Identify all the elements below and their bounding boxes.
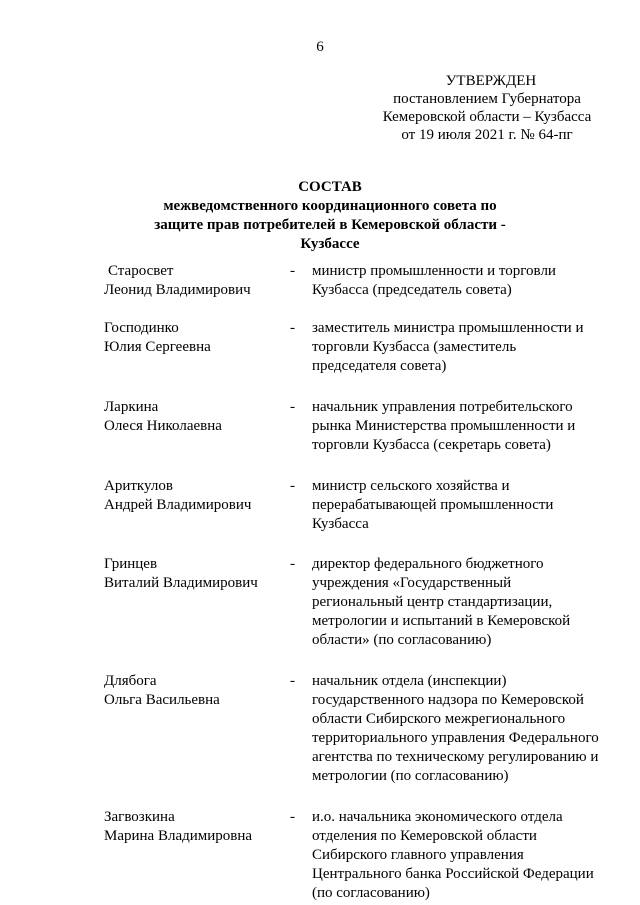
member-position-line: учреждения «Государственный xyxy=(312,575,512,591)
member-given-name: Ольга Васильевна xyxy=(104,692,220,708)
member-position-line: агентства по техническому регулированию и xyxy=(312,749,599,765)
member-surname: Загвозкина xyxy=(104,809,175,825)
member-dash: - xyxy=(290,263,295,279)
approval-line: Кемеровской области – Кузбасса xyxy=(382,109,592,125)
member-position-line: начальник управления потребительского xyxy=(312,399,573,415)
member-name xyxy=(104,477,290,515)
member-surname: Господинко xyxy=(104,320,179,336)
member-position-line: Кузбасса xyxy=(312,516,369,532)
member-position-line: метрологии (по согласованию) xyxy=(312,768,509,784)
member-row xyxy=(104,319,604,376)
member-position-line: (по согласованию) xyxy=(312,885,430,901)
member-given-name: Леонид Владимирович xyxy=(104,282,251,298)
member-position xyxy=(312,262,604,300)
member-surname: Ларкина xyxy=(104,399,159,415)
member-position-line: области Сибирского межрегионального xyxy=(312,711,566,727)
member-position-line: директор федерального бюджетного xyxy=(312,556,544,572)
member-position-line: министр сельского хозяйства и xyxy=(312,478,510,494)
member-position-line: области» (по согласованию) xyxy=(312,632,492,648)
title-line: Кузбассе xyxy=(300,236,360,252)
member-surname: Ариткулов xyxy=(104,478,173,494)
approval-date: от 19 июля 2021 г. № 64-пг xyxy=(401,127,573,143)
member-position-line: Центрального банка Российской Федерации xyxy=(312,866,594,882)
member-name xyxy=(104,555,290,593)
member-position-line: рынка Министерства промышленности и xyxy=(312,418,576,434)
member-surname: Старосвет xyxy=(108,263,174,279)
member-position xyxy=(312,319,604,376)
member-surname: Длябога xyxy=(104,673,157,689)
member-name xyxy=(104,262,290,300)
approval-heading: УТВЕРЖДЕН xyxy=(445,73,537,89)
member-position-line: отделения по Кемеровской области xyxy=(312,828,537,844)
member-position-line: заместитель министра промышленности и xyxy=(312,320,584,336)
member-dash: - xyxy=(290,320,295,336)
title-line: межведомственного координационного совета по xyxy=(163,198,497,214)
member-position xyxy=(312,555,604,650)
member-position-line: и.о. начальника экономического отдела xyxy=(312,809,563,825)
approval-stamp xyxy=(362,72,612,144)
member-position-line: Сибирского главного управления xyxy=(312,847,524,863)
member-position-line: министр промышленности и торговли xyxy=(312,263,556,279)
member-row xyxy=(104,672,604,786)
member-position-line: метрологии и испытаний в Кемеровской xyxy=(312,613,571,629)
member-position-line: торговли Кузбасса (секретарь совета) xyxy=(312,437,551,453)
member-position-line: перерабатывающей промышленности xyxy=(312,497,554,513)
approval-line: постановлением Губернатора xyxy=(393,91,581,107)
member-dash: - xyxy=(290,673,295,689)
member-position-line: торговли Кузбасса (заместитель xyxy=(312,339,517,355)
member-given-name: Марина Владимировна xyxy=(104,828,253,844)
member-surname: Гринцев xyxy=(104,556,158,572)
member-position-line: региональный центр стандартизации, xyxy=(312,594,553,610)
title-line: защите прав потребителей в Кемеровской области - xyxy=(154,217,506,233)
member-given-name: Виталий Владимирович xyxy=(104,575,258,591)
members-list xyxy=(104,262,604,903)
title-heading: СОСТАВ xyxy=(298,179,362,195)
member-dash: - xyxy=(290,809,295,825)
member-position-line: председателя совета) xyxy=(312,358,447,374)
member-position xyxy=(312,672,604,786)
member-position-line: государственного надзора по Кемеровской xyxy=(312,692,584,708)
member-position-line: начальник отдела (инспекции) xyxy=(312,673,507,689)
document-title xyxy=(140,178,520,254)
member-row xyxy=(104,477,604,534)
member-dash: - xyxy=(290,556,295,572)
member-given-name: Юлия Сергеевна xyxy=(104,339,211,355)
member-name xyxy=(104,672,290,710)
member-given-name: Олеся Николаевна xyxy=(104,418,222,434)
page-number: 6 xyxy=(316,39,324,55)
member-row xyxy=(104,398,604,455)
member-position xyxy=(312,808,604,903)
member-position-line: Кузбасса (председатель совета) xyxy=(312,282,512,298)
member-name xyxy=(104,398,290,436)
member-row xyxy=(104,262,604,300)
member-position xyxy=(312,477,604,534)
member-name xyxy=(104,319,290,357)
member-position xyxy=(312,398,604,455)
member-name xyxy=(104,808,290,846)
member-given-name: Андрей Владимирович xyxy=(104,497,252,513)
member-dash: - xyxy=(290,399,295,415)
member-row xyxy=(104,555,604,650)
member-dash: - xyxy=(290,478,295,494)
member-position-line: территориального управления Федерального xyxy=(312,730,599,746)
member-row xyxy=(104,808,604,903)
